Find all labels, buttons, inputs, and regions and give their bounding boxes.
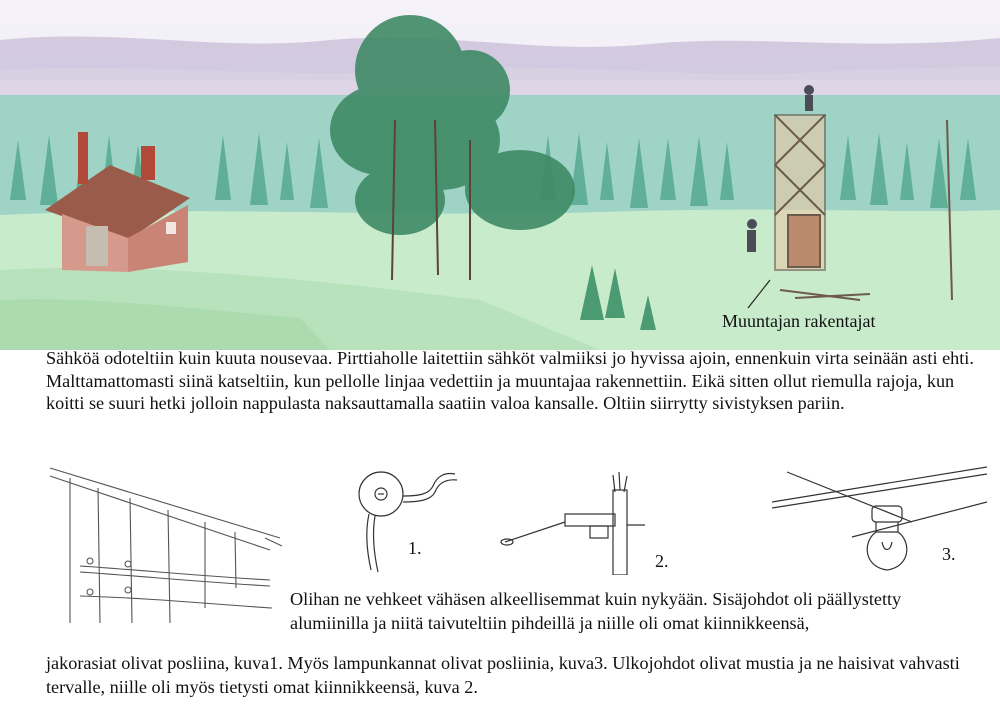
figure-1-label: 1. bbox=[408, 538, 422, 558]
materials-paragraph: Olihan ne vehkeet vähäsen alkeellisemmat kuin nykyään. Sisäjohdot oli päällystetty alumiinilla ja niitä taivuteltiin pihdeillä ja niille oli omat kiinnikkeensä, bbox=[290, 589, 902, 633]
outdoor-bracket-sketch bbox=[495, 470, 655, 575]
illustration-caption: Muuntajan rakentajat bbox=[722, 311, 876, 331]
details-paragraph: jakorasiat olivat posliina, kuva1. Myös lampunkannat olivat posliinia, kuva3. Ulkojohdot olivat mustia ja ne haisivat vahvasti tervalle, niille oli myös tietysti omat kiinnikkeensä, kuva 2. bbox=[46, 653, 960, 697]
intro-paragraph: Sähköä odoteltiin kuin kuuta nousevaa. Pirttiaholle laitettiin sähköt valmiiksi jo hyvissa ajoin, ennenkuin virta seinään asti ehti. Malttamattomasti siinä katseltiin, kun pellolle linjaa vedettiin ja muuntajaa rakennettiin. Eikä sitten ollut riemulla rajoja, kun koitti se suuri hetki jolloin nappulasta naksauttamalla saatiin valoa kansalle. Oltiin siirrytty sivistyksen pariin. bbox=[46, 348, 974, 414]
figure-3-label: 3. bbox=[942, 544, 956, 564]
figure-2-label: 2. bbox=[655, 551, 669, 571]
landscape-illustration bbox=[0, 0, 1000, 350]
wall-wiring-sketch bbox=[40, 458, 285, 623]
